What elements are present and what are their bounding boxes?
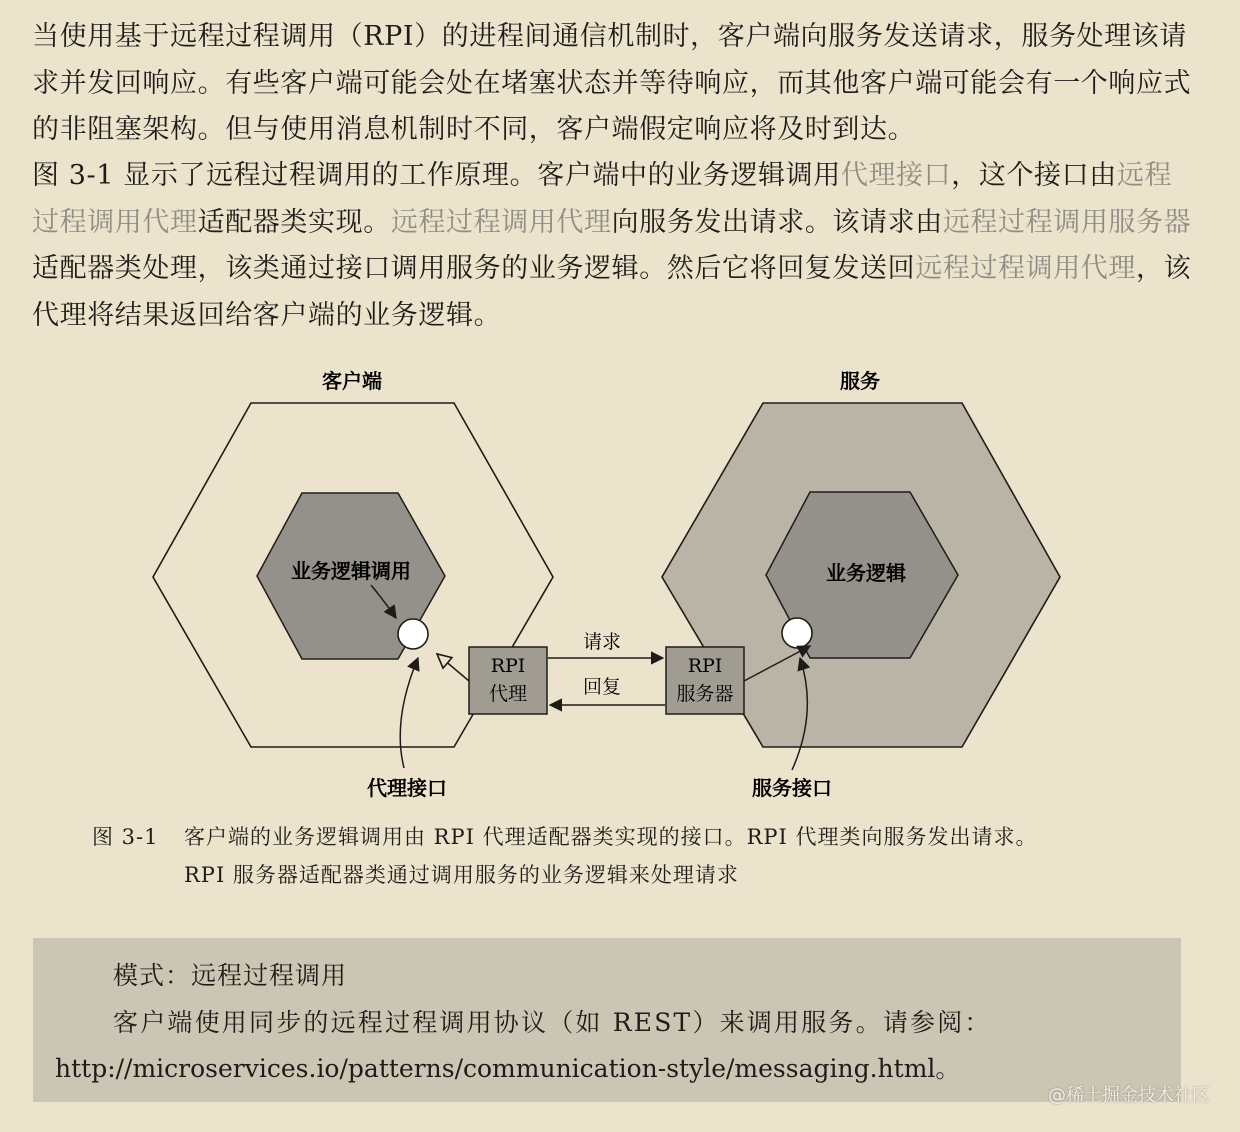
pattern-text: 客户端使用同步的远程过程调用协议（如 REST）来调用服务。请参阅： — [113, 1008, 992, 1037]
pattern-url: http://microservices.io/patterns/communication-style/messaging.html — [55, 1054, 936, 1083]
service-interface-label: 服务接口 — [752, 776, 832, 800]
caption-line-2: RPI 服务器适配器类通过调用服务的业务逻辑来处理请求 — [184, 863, 739, 887]
p2-text-5: 适配器类处理，该类通过接口调用服务的业务逻辑。然后它将回复发送回 — [32, 253, 916, 284]
watermark: @稀土掘金技术社区 — [1048, 1085, 1210, 1106]
rpi-diagram — [0, 355, 1240, 805]
rpi-proxy-line1: RPI — [490, 655, 526, 677]
paragraph-1: 当使用基于远程过程调用（RPI）的进程间通信机制时，客户端向服务发送请求，服务处理该请求并发回响应。有些客户端可能会处在堵塞状态并等待响应，而其他客户端可能会有一个响应式的非阻塞架构。但与使用消息机制时不同，客户端假定响应将及时到达。 — [32, 21, 1192, 145]
p2-highlight-rpi-proxy-2: 远程过程调用代理 — [390, 206, 612, 238]
client-label: 客户端 — [322, 369, 382, 393]
p2-highlight-proxy-interface: 代理接口 — [840, 160, 952, 191]
p2-text-2: ，这个接口由 — [951, 160, 1117, 191]
caption-line-1: 客户端的业务逻辑调用由 RPI 代理适配器类实现的接口。RPI 代理类向服务发出请求。 — [184, 825, 1038, 849]
request-label: 请求 — [582, 631, 622, 653]
rpi-server-line1: RPI — [687, 655, 723, 677]
rpi-proxy-line2: 代理 — [488, 683, 528, 705]
p2-text-4: 向服务发出请求。该请求由 — [611, 206, 943, 238]
figure-number: 图 3-1 — [92, 825, 159, 849]
pattern-end: 。 — [935, 1054, 963, 1083]
p2-text-3: 适配器类实现。 — [197, 206, 391, 238]
pattern-body — [55, 1000, 1175, 1092]
service-interface-circle — [782, 618, 812, 648]
rpi-server-line2: 服务器 — [676, 683, 734, 705]
p2-text-1: 图 3-1 显示了远程过程调用的工作原理。客户端中的业务逻辑调用 — [32, 160, 841, 191]
client-interface-circle — [398, 619, 428, 649]
pattern-sidebar — [33, 938, 1181, 1102]
business-logic-label: 业务逻辑 — [826, 561, 906, 585]
p2-text-6: ，该代理将结果返回给客户端的业务逻辑。 — [32, 253, 1192, 331]
proxy-interface-label: 代理接口 — [367, 776, 447, 800]
p2-highlight-rpi-proxy-3: 远程过程调用代理 — [915, 253, 1137, 284]
p2-highlight-rpi-server: 远程过程调用服务器 — [942, 206, 1192, 238]
pattern-title: 模式：远程过程调用 — [113, 961, 348, 990]
business-logic-call-label: 业务逻辑调用 — [291, 559, 411, 583]
figure-caption — [92, 818, 1038, 894]
paragraph-2 — [32, 153, 1192, 339]
reply-label: 回复 — [582, 676, 622, 698]
p2-highlight-rpi-proxy-1: 远程过程调用代理 — [32, 160, 1173, 238]
service-label: 服务 — [840, 369, 880, 393]
